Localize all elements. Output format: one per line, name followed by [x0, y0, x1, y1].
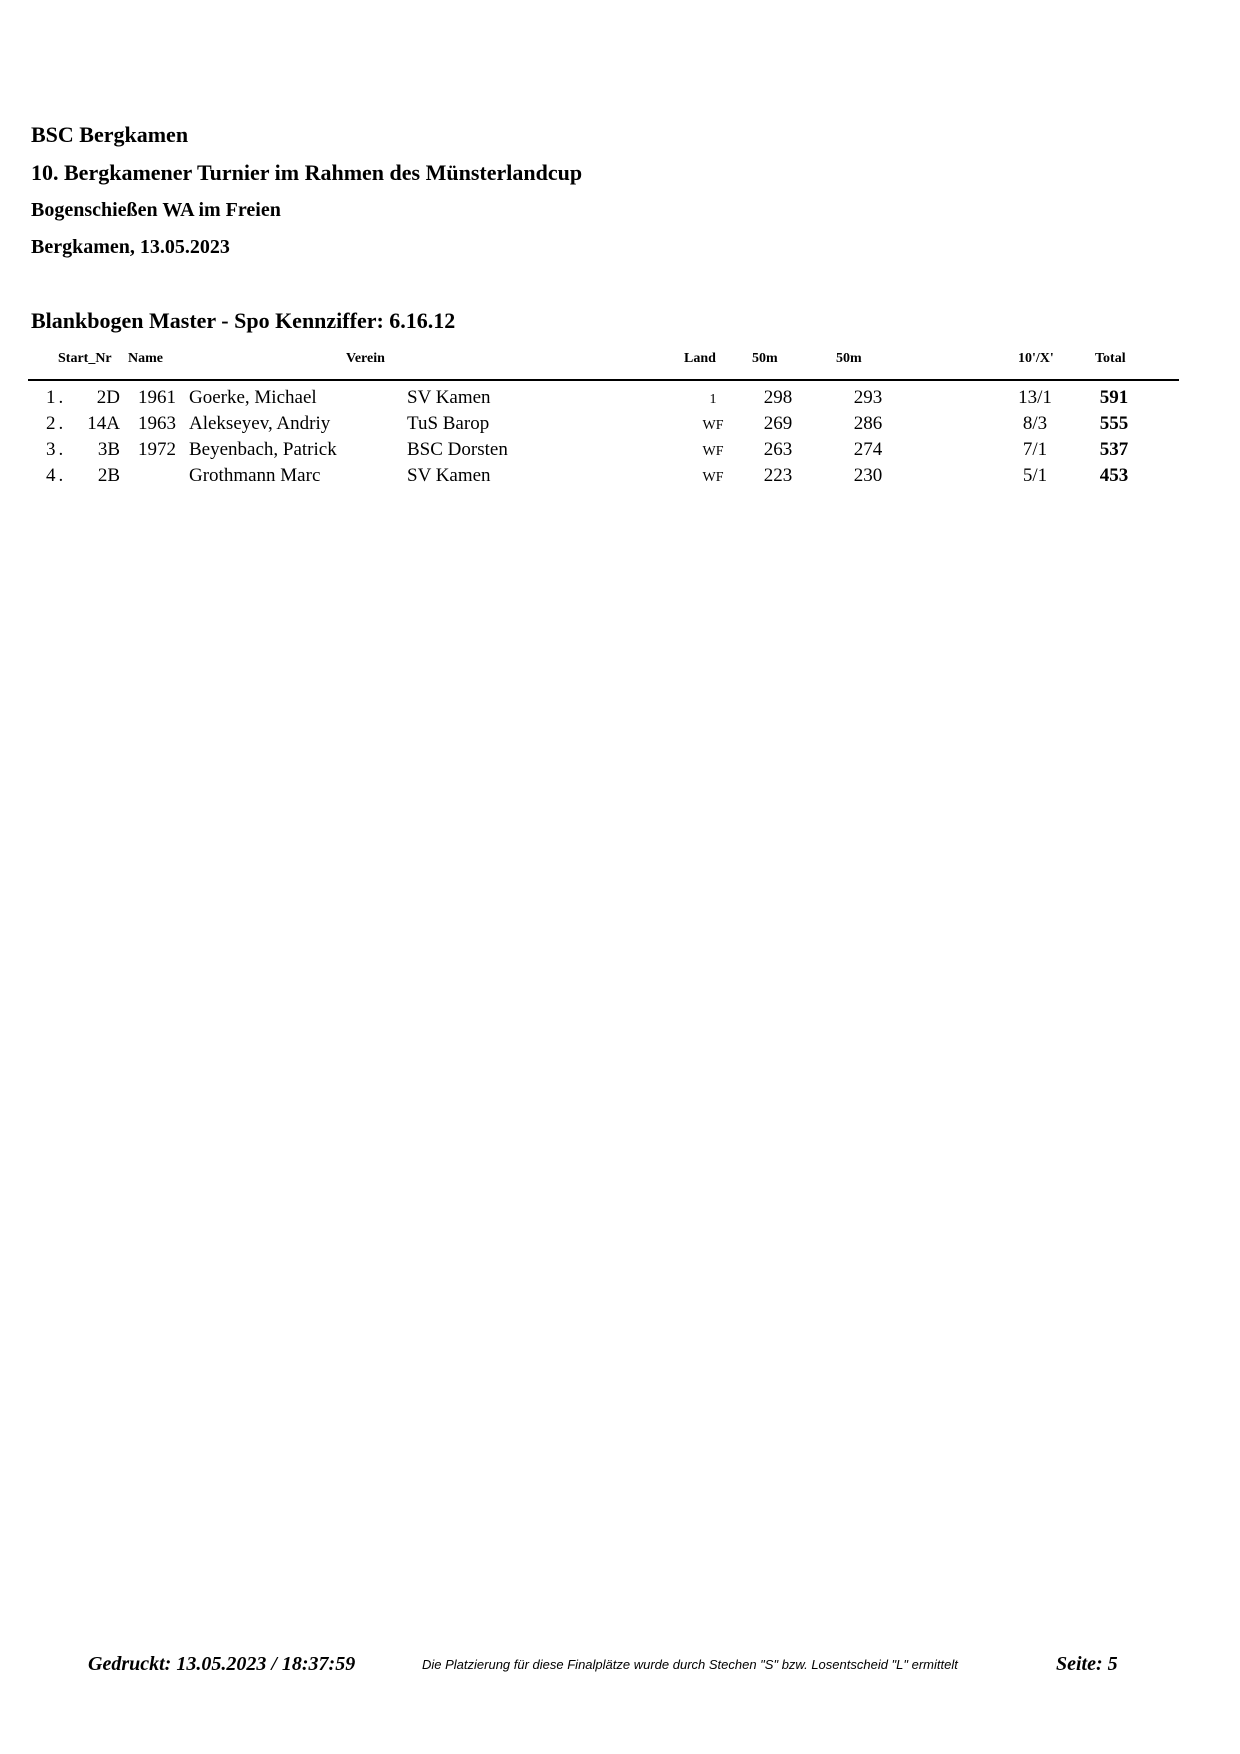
rank: 4.: [46, 465, 67, 486]
table-row: [0, 413, 1240, 439]
rank: 2.: [46, 413, 67, 434]
rank: 3.: [46, 439, 67, 460]
total: 537: [1099, 439, 1129, 460]
col-dist1: 50m: [752, 351, 778, 366]
total: 591: [1099, 387, 1129, 408]
header-rule: [28, 379, 1179, 381]
score-50m-1: 223: [763, 465, 793, 486]
col-name: Name: [128, 351, 163, 366]
placement-note: Die Platzierung für diese Finalplätze wurde durch Stechen "S" bzw. Losentscheid "L" ermittelt: [422, 1657, 958, 1672]
club-title: BSC Bergkamen: [31, 122, 189, 147]
land: WF: [702, 470, 724, 485]
archer-name: Grothmann Marc: [189, 465, 321, 486]
tournament-title: 10. Bergkamener Turnier im Rahmen des Münsterlandcup: [31, 160, 583, 185]
score-50m-2: 286: [853, 413, 883, 434]
score-50m-2: 230: [853, 465, 883, 486]
club: SV Kamen: [407, 387, 491, 408]
tens-x: 7/1: [1022, 439, 1048, 460]
score-50m-1: 263: [763, 439, 793, 460]
start-nr: 2B: [97, 465, 120, 486]
birth-year: 1972: [138, 439, 176, 460]
archer-name: Alekseyev, Andriy: [189, 413, 331, 434]
birth-year: 1963: [138, 413, 176, 434]
tens-x: 8/3: [1022, 413, 1048, 434]
land: WF: [702, 444, 724, 459]
start-nr: 2D: [96, 387, 120, 408]
land: WF: [702, 418, 724, 433]
discipline-title: Bogenschießen WA im Freien: [31, 199, 281, 221]
score-50m-2: 274: [853, 439, 883, 460]
col-club: Verein: [346, 351, 385, 366]
start-nr: 14A: [87, 413, 120, 434]
total: 555: [1099, 413, 1129, 434]
club: BSC Dorsten: [407, 439, 508, 460]
start-nr: 3B: [97, 439, 120, 460]
score-50m-1: 269: [763, 413, 793, 434]
tens-x: 13/1: [1018, 387, 1052, 408]
rank: 1.: [46, 387, 67, 408]
land: 1: [709, 392, 717, 407]
total: 453: [1099, 465, 1129, 486]
archer-name: Beyenbach, Patrick: [189, 439, 337, 460]
col-dist2: 50m: [836, 351, 862, 366]
table-row: [0, 465, 1240, 491]
club: TuS Barop: [407, 413, 490, 434]
col-land: Land: [684, 351, 716, 366]
category-title: Blankbogen Master - Spo Kennziffer: 6.16.12: [31, 308, 456, 333]
tens-x: 5/1: [1022, 465, 1048, 486]
col-total: Total: [1095, 351, 1126, 366]
page-number: Seite: 5: [1056, 1653, 1118, 1675]
score-50m-2: 293: [853, 387, 883, 408]
archer-name: Goerke, Michael: [189, 387, 317, 408]
table-row: [0, 439, 1240, 465]
place-date: Bergkamen, 13.05.2023: [31, 236, 230, 258]
col-tens-x: 10'/X': [1018, 351, 1054, 366]
club: SV Kamen: [407, 465, 491, 486]
score-50m-1: 298: [763, 387, 793, 408]
birth-year: 1961: [138, 387, 176, 408]
col-start-nr: Start_Nr: [58, 351, 112, 366]
printed-timestamp: Gedruckt: 13.05.2023 / 18:37:59: [88, 1653, 356, 1675]
table-row: [0, 387, 1240, 413]
